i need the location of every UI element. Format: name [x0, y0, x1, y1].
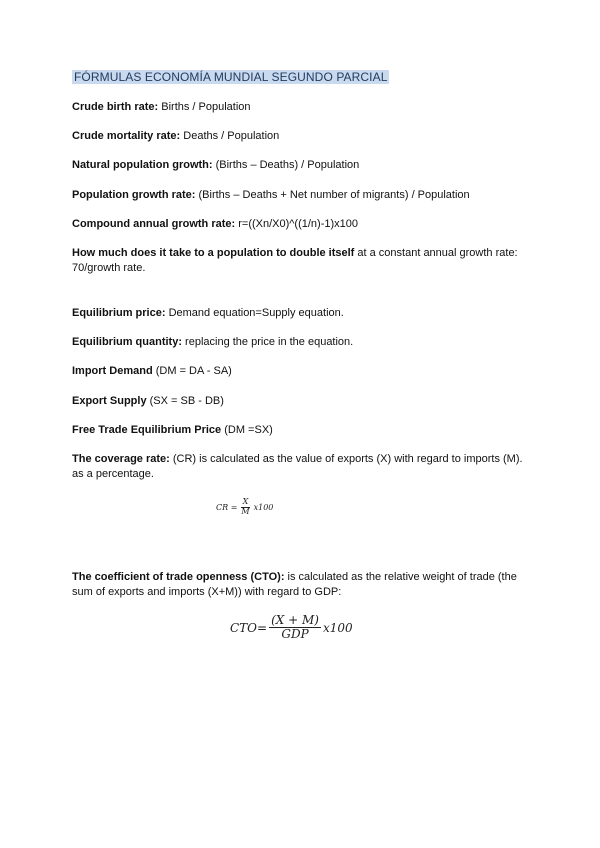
item-coverage-rate — [72, 452, 532, 482]
formula-lhs: CR = — [216, 502, 238, 512]
term: Compound annual growth rate — [72, 218, 232, 230]
definition: r=((Xn/X0)^((1/n)-1)x100 — [235, 218, 359, 230]
definition: replacing the price in the equation. — [182, 336, 354, 348]
definition: Births / Population — [158, 101, 251, 113]
term-sep: : — [161, 307, 166, 319]
formula-lhs: CTO= — [230, 620, 268, 635]
item-natural-population-growth — [72, 158, 532, 173]
formula-fraction — [269, 614, 321, 641]
definition: is calculated as the relative weight of trade (the sum of exports and imports (X+M)) with regard to GDP: — [72, 571, 517, 598]
definition: (Births – Deaths) / Population — [212, 159, 360, 171]
term: Equilibrium price — [72, 307, 162, 319]
formula-denominator: M — [241, 506, 250, 516]
formula-rhs: x100 — [253, 502, 274, 512]
item-import-demand — [72, 364, 532, 379]
definition: (DM = DA - SA) — [152, 365, 232, 377]
term: Import Demand — [72, 365, 153, 377]
item-export-supply — [72, 394, 532, 409]
definition: (DM =SX) — [221, 424, 273, 436]
definition: (Births – Deaths + Net number of migrants) / Population — [195, 189, 470, 201]
item-equilibrium-price — [72, 306, 532, 321]
term-sep: : — [154, 101, 159, 113]
term-sep: : — [191, 189, 196, 201]
item-crude-birth-rate — [72, 100, 532, 115]
term: Equilibrium quantity: — [72, 336, 182, 348]
definition: (SX = SB - DB) — [146, 395, 224, 407]
term: Natural population growth: — [72, 159, 213, 171]
formula-numerator: X — [242, 497, 249, 506]
term: How much does it take to a population to double itself — [72, 247, 355, 259]
definition: Demand equation=Supply equation. — [165, 307, 344, 319]
term: The coverage rate: — [72, 453, 170, 465]
item-population-growth-rate — [72, 188, 532, 203]
item-crude-mortality-rate — [72, 129, 532, 144]
formula-fraction — [239, 498, 251, 517]
term: Free Trade Equilibrium Price — [72, 424, 222, 436]
term: Crude mortality rate — [72, 130, 177, 142]
formula-coverage-rate — [216, 498, 273, 517]
term: Export Supply — [72, 395, 147, 407]
formula-rhs: x100 — [322, 620, 353, 635]
term-sep: : — [231, 218, 236, 230]
item-compound-annual-growth-rate — [72, 217, 532, 232]
item-free-trade-equilibrium-price — [72, 423, 532, 438]
term: Crude birth rate — [72, 101, 155, 113]
item-doubling-time — [72, 246, 532, 276]
definition: at a constant annual growth rate: 70/growth rate. — [72, 247, 518, 274]
item-trade-openness — [72, 570, 532, 600]
definition: Deaths / Population — [180, 130, 280, 142]
term: Population growth rate — [72, 189, 192, 201]
document-title: FÓRMULAS ECONOMÍA MUNDIAL SEGUNDO PARCIAL — [74, 70, 388, 84]
item-equilibrium-quantity — [72, 335, 532, 350]
formula-trade-openness — [230, 614, 353, 641]
term-sep: : — [176, 130, 181, 142]
definition: (CR) is calculated as the value of exports (X) with regard to imports (M). as a percentage. — [72, 453, 523, 480]
formula-denominator: GDP — [281, 627, 309, 642]
term: The coefficient of trade openness (CTO): — [72, 571, 285, 583]
formula-numerator: (X + M) — [271, 613, 319, 627]
